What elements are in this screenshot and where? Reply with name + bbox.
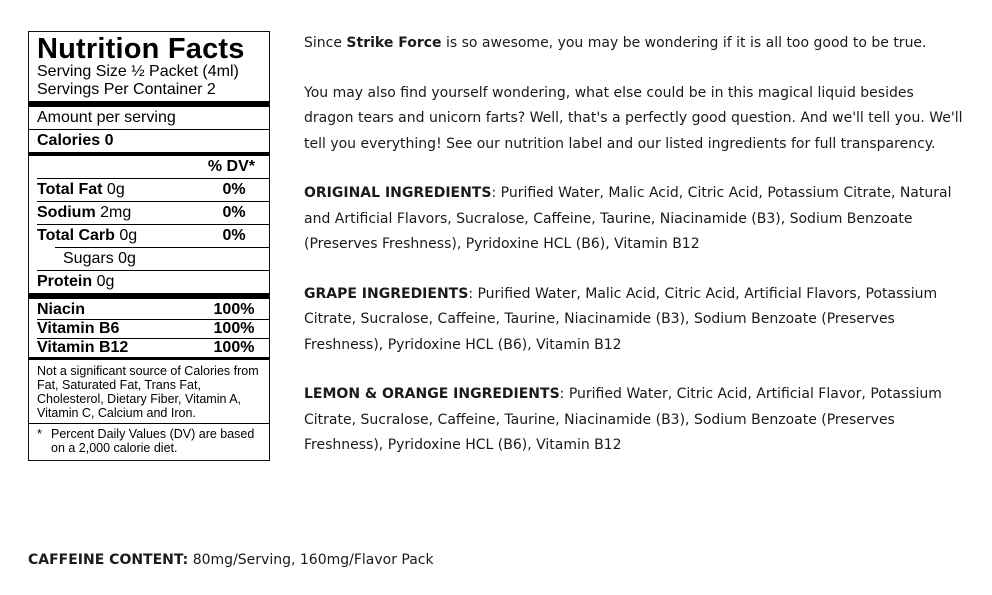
vitamin-label: Vitamin B12 [37, 339, 129, 356]
caffeine-text: 80mg/Serving, 160mg/Flavor Pack [188, 552, 434, 568]
ingredients-list: : Purified Water, Citric Acid, Artificial Flavor, Potassium Citrate, Sucralose, Caffeine, Taurine, Niacinamide (B3), Sodium Benzoate (Preserves Freshness), Pyridoxine HCL (B6), Vitamin B12 [304, 386, 942, 453]
nutrient-dv: 0% [222, 181, 246, 198]
nutrient-row-sugars [29, 248, 269, 270]
divider-thick [29, 293, 269, 299]
vitamin-row-niacin [29, 301, 269, 319]
vitamin-dv: 100% [213, 339, 255, 356]
nutrient-label: Total Fat [37, 181, 103, 198]
nutrient-label: Sodium [37, 204, 96, 221]
sugars: Sugars 0g [63, 250, 136, 267]
vitamin-dv: 100% [213, 301, 255, 318]
amount-per-serving: Amount per serving [37, 109, 176, 126]
serving-size: Serving Size ½ Packet (4ml) [37, 63, 239, 80]
calories: Calories 0 [37, 132, 114, 149]
caffeine-content [28, 548, 434, 573]
nutrient-row-sodium [29, 202, 269, 224]
intro-paragraph-2: You may also find yourself wondering, what else could be in this magical liquid besides dragon tears and unicorn farts? Well, that's a perfectly good question. And we'll tell you. We'll tell you everything! See our nutrition label and our listed ingredients for full transparency. [304, 84, 963, 152]
servings-per-container: Servings Per Container 2 [37, 81, 216, 98]
vitamin-label: Vitamin B6 [37, 320, 120, 337]
ingredients-list: : Purified Water, Malic Acid, Citric Acid, Potassium Citrate, Natural and Artificial Flavors, Sucralose, Caffeine, Taurine, Niacinamide (B3), Sodium Benzoate (Preserves Freshness), Pyridoxine HCL (B6), Vitamin B12 [304, 185, 952, 252]
ingredients-lemon-orange [304, 382, 964, 459]
intro-text: Since [304, 35, 347, 51]
nutrition-facts-label [28, 31, 270, 461]
nutrient-amount: 0g [114, 227, 138, 244]
protein-label: Protein [37, 273, 93, 290]
ingredients-list: : Purified Water, Malic Acid, Citric Acid, Artificial Flavors, Potassium Citrate, Sucralose, Caffeine, Taurine, Niacinamide (B3), Sodium Benzoate (Preserves Freshness), Pyridoxine HCL (B6), Vitamin B12 [304, 285, 938, 353]
nutrient-row-fat [29, 179, 269, 201]
protein-amount: 0g [92, 273, 115, 290]
nutrient-amount: 0g [102, 181, 125, 198]
nutrition-title: Nutrition Facts [37, 33, 245, 65]
caffeine-heading: CAFFEINE CONTENT: [28, 552, 189, 568]
nutrition-footnote [29, 424, 269, 460]
intro-text: is so awesome, you may be wondering if it is all too good to be true. [441, 35, 927, 51]
vitamin-label: Niacin [37, 301, 86, 318]
ingredients-grape [304, 282, 964, 359]
nutrient-dv: 0% [222, 227, 246, 244]
vitamin-row-b6 [29, 320, 269, 338]
ingredients-heading: LEMON & ORANGE INGREDIENTS [304, 386, 560, 402]
nutrient-row-carb [29, 225, 269, 247]
intro-paragraph-1 [304, 31, 964, 57]
ingredients-heading: GRAPE INGREDIENTS [304, 285, 469, 302]
description-text [304, 31, 964, 483]
ingredients-original [304, 181, 964, 258]
ingredients-heading: ORIGINAL INGREDIENTS [304, 185, 492, 201]
nutrient-dv: 0% [222, 204, 246, 221]
dv-header: % DV* [207, 158, 255, 175]
brand-name: Strike Force [346, 35, 442, 51]
footnote-text: Percent Daily Values (DV) are based on a 2,000 calorie diet. [51, 427, 255, 455]
nutrition-note: Not a significant source of Calories from Fat, Saturated Fat, Trans Fat, Cholesterol, Dietary Fiber, Vitamin A, Vitamin C, Calcium and Iron. [37, 364, 259, 420]
nutrient-row-protein [29, 271, 269, 293]
vitamin-row-b12 [29, 339, 269, 357]
footnote-star: * [37, 427, 42, 441]
vitamin-dv: 100% [213, 320, 255, 337]
nutrient-label: Total Carb [37, 227, 115, 244]
nutrient-amount: 2mg [95, 204, 132, 221]
